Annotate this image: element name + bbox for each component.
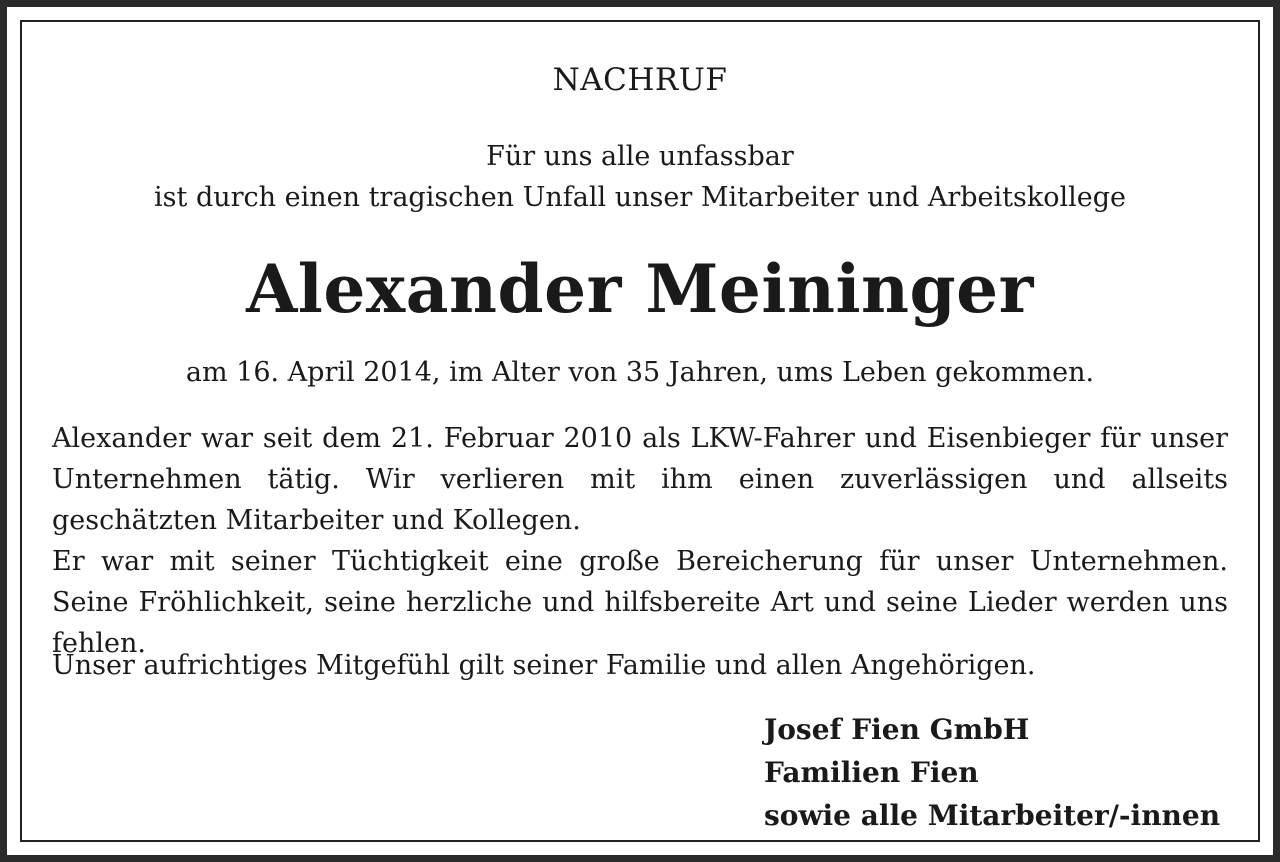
notice-heading: NACHRUF: [552, 62, 728, 98]
signature-staff: sowie alle Mitarbeiter/-innen: [764, 799, 1221, 832]
intro-line-2: ist durch einen tragischen Unfall unser Mitarbeiter und Arbeitskollege: [154, 182, 1126, 213]
deceased-name: Alexander Meininger: [246, 250, 1034, 328]
death-date-line: am 16. April 2014, im Alter von 35 Jahren, ums Leben gekommen.: [185, 357, 1095, 388]
signature-block: [764, 708, 1220, 837]
body-paragraph-2: Er war mit seiner Tüchtigkeit eine große Bereicherung für unser Unternehmen. Seine Fröhlichkeit, seine herzliche und hilfsbereite Art und seine Lieder werden uns fehlen.: [52, 546, 1228, 659]
intro-text: [52, 136, 1228, 218]
signature-company: Josef Fien GmbH: [764, 713, 1030, 746]
obituary-content: [52, 22, 1228, 840]
inner-border: [7, 7, 1273, 855]
obituary-card: [20, 20, 1260, 842]
intro-line-1: Für uns alle unfassbar: [486, 141, 794, 172]
signature-families: Familien Fien: [764, 756, 979, 789]
body-text: [52, 418, 1228, 664]
body-paragraph-1: Alexander war seit dem 21. Februar 2010 als LKW-Fahrer und Eisenbieger für unser Unternehmen tätig. Wir verlieren mit ihm einen zuverlässigen und allseits geschätzten Mitarbeiter und Kollegen.: [52, 423, 1228, 536]
condolence-line: Unser aufrichtiges Mitgefühl gilt seiner Familie und allen Angehörigen.: [52, 650, 1036, 681]
